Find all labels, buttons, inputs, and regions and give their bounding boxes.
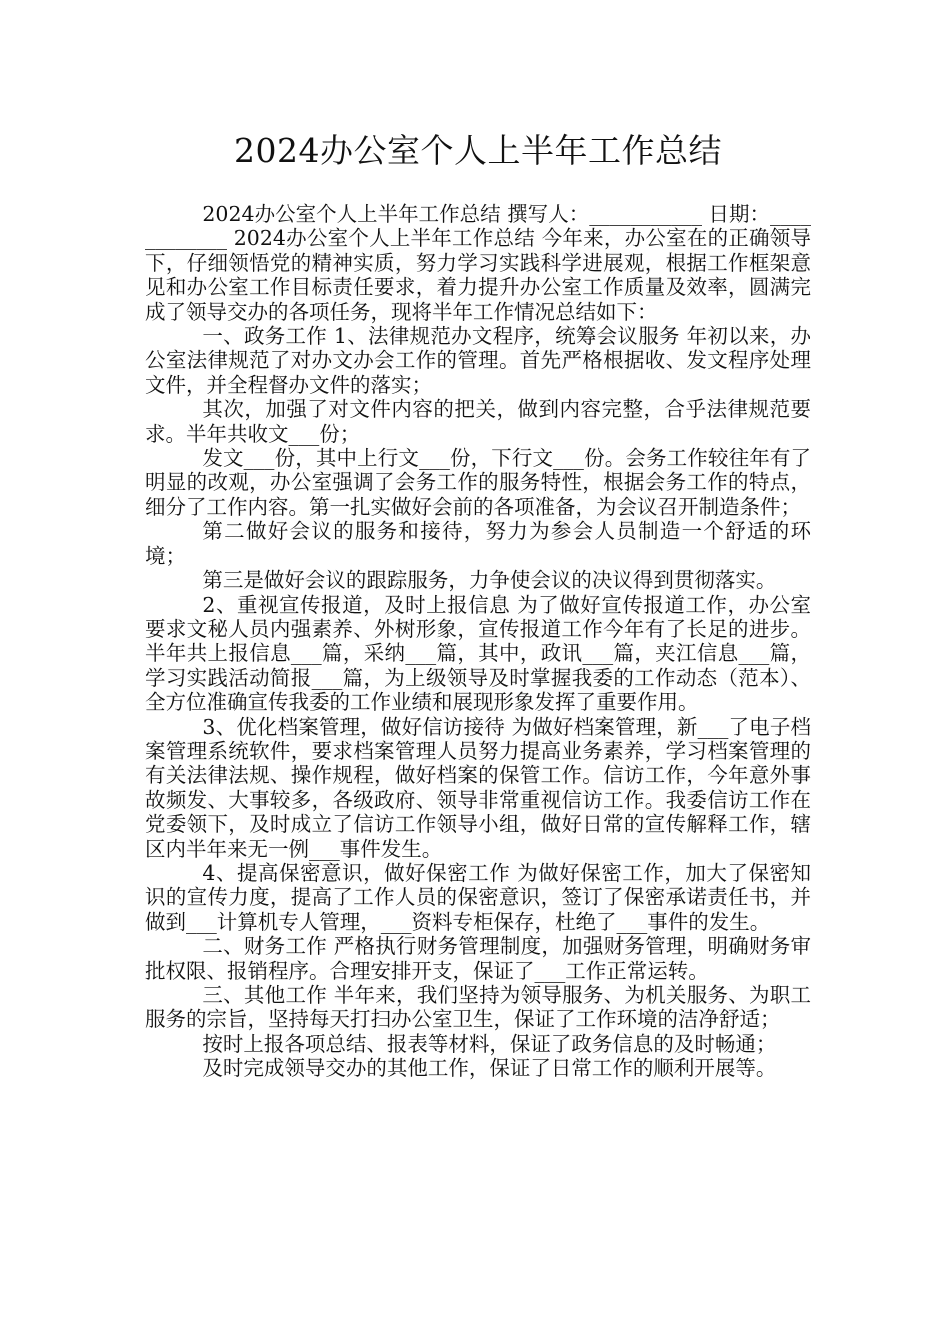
paragraph-meeting-followup: 第三是做好会议的跟踪服务，力争使会议的决议得到贯彻落实。 — [202, 568, 777, 593]
paragraph-finance: 二、财务工作 严格执行财务管理制度，加强财务管理，明确财务审批权限、报销程序。合理安排开支，保证了___工作正常运转。 — [145, 934, 811, 983]
paragraph-reporting: 按时上报各项总结、报表等材料，保证了政务信息的及时畅通； — [202, 1031, 777, 1056]
paragraph-intro: 2024办公室个人上半年工作总结 撰写人：___________ 日期：____________ 2024办公室个人上半年工作总结 今年来，办公室在的正确领导下，仔细领悟党的精神实质，努力学习实践科学进展观，根据工作框架意见和办公室工作目标责任要求，着力提升办公室工作质量及效率，圆满完成了领导交办的各项任务，现将半年工作情况总结如下： — [145, 202, 811, 324]
paragraph-publicity: 2、重视宣传报道，及时上报信息 为了做好宣传报道工作，办公室要求文秘人员内强素养、外树形象，宣传报道工作今年有了长足的进步。半年共上报信息___篇，采纳___篇，其中，政讯___篇，夹江信息___篇，学习实践活动简报___篇，为上级领导及时掌握我委的工作动态（范本）、全方位准确宣传我委的工作业绩和展现形象发挥了重要作用。 — [145, 592, 811, 715]
paragraph-closing: 及时完成领导交办的其他工作，保证了日常工作的顺利开展等。 — [202, 1056, 777, 1081]
document-page — [145, 128, 811, 1081]
paragraph-meeting-service: 第二做好会议的服务和接待，努力为参会人员制造一个舒适的环境； — [145, 519, 811, 568]
document-title: 2024办公室个人上半年工作总结 — [234, 131, 722, 170]
paragraph-meeting-work: 发文___份，其中上行文___份，下行文___份。会务工作较往年有了明显的改观，办公室强调了会务工作的服务特性，根据会务工作的特点，细分了工作内容。第一扎实做好会前的各项准备，为会议召开制造条件； — [145, 446, 811, 519]
paragraph-confidentiality: 4、提高保密意识，做好保密工作 为做好保密工作，加大了保密知识的宣传力度，提高了工作人员的保密意识，签订了保密承诺责任书，并做到___计算机专人管理，___资料专柜保存，杜绝了___事件的发生。 — [145, 860, 811, 934]
document-body — [145, 202, 811, 1081]
paragraph-other-work: 三、其他工作 半年来，我们坚持为领导服务、为机关服务、为职工服务的宗旨，坚持每天打扫办公室卫生，保证了工作环境的洁净舒适； — [145, 983, 811, 1032]
paragraph-government-affairs: 一、政务工作 1、法律规范办文程序，统筹会议服务 年初以来，办公室法律规范了对办文办会工作的管理。首先严格根据收、发文程序处理文件，并全程督办文件的落实； — [145, 324, 811, 397]
paragraph-archives: 3、优化档案管理，做好信访接待 为做好档案管理，新___了电子档案管理系统软件，要求档案管理人员努力提高业务素养，学习档案管理的有关法律法规、操作规程，做好档案的保管工作。信访工作，今年意外事故频发、大事较多，各级政府、领导非常重视信访工作。我委信访工作在党委领下，及时成立了信访工作领导小组，做好日常的宣传解释工作，辖区内半年来无一例___事件发生。 — [145, 714, 811, 861]
paragraph-document-review: 其次，加强了对文件内容的把关，做到内容完整，合乎法律规范要求。半年共收文___份； — [145, 397, 811, 446]
